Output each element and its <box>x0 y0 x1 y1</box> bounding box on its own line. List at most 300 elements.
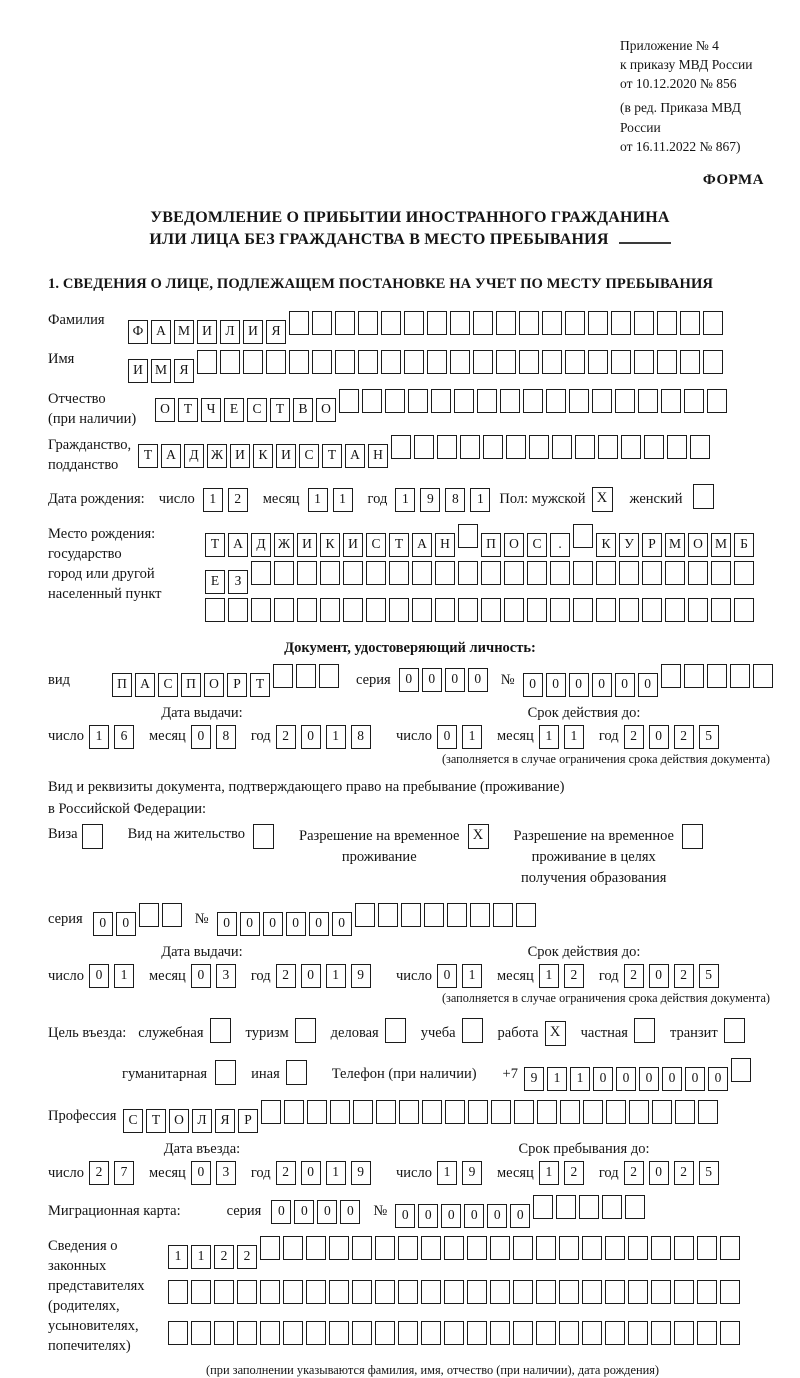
representatives-cell[interactable] <box>421 1236 441 1260</box>
representatives-cell[interactable] <box>651 1236 671 1260</box>
birthplace-cell[interactable] <box>734 561 754 585</box>
residence-number-cell[interactable] <box>470 903 490 927</box>
representatives-cell[interactable] <box>444 1321 464 1345</box>
doc-kind-cell[interactable]: С <box>158 673 178 697</box>
migration-number-cell[interactable]: 0 <box>510 1204 530 1228</box>
representatives-cell[interactable] <box>191 1321 211 1345</box>
stay-year-cell[interactable]: 0 <box>649 1161 669 1185</box>
doc-kind-cell[interactable] <box>319 664 339 688</box>
migration-series-cell[interactable]: 0 <box>271 1200 291 1224</box>
birthplace-cell[interactable]: О <box>504 533 524 557</box>
doc-number-cell[interactable]: 0 <box>523 673 543 697</box>
entry-day-cell[interactable]: 2 <box>89 1161 109 1185</box>
surname-cell[interactable] <box>611 311 631 335</box>
residence-number-cell[interactable]: 0 <box>332 912 352 936</box>
doc-kind-cell[interactable]: П <box>112 673 132 697</box>
phone-digit-cell[interactable]: 9 <box>524 1067 544 1091</box>
residence-issue-year-cell[interactable]: 2 <box>276 964 296 988</box>
representatives-cell[interactable] <box>421 1280 441 1304</box>
profession-cell[interactable]: О <box>169 1109 189 1133</box>
birthplace-cell[interactable] <box>711 598 731 622</box>
representatives-cell[interactable] <box>628 1280 648 1304</box>
representatives-cell[interactable] <box>513 1321 533 1345</box>
patronymic-cell[interactable]: О <box>155 398 175 422</box>
representatives-cell[interactable] <box>467 1236 487 1260</box>
representatives-cell[interactable] <box>398 1236 418 1260</box>
birthplace-cell[interactable] <box>573 561 593 585</box>
citizenship-cell[interactable] <box>437 435 457 459</box>
birthplace-cell[interactable] <box>366 561 386 585</box>
representatives-cell[interactable] <box>651 1280 671 1304</box>
surname-cell[interactable] <box>312 311 332 335</box>
birthplace-cell[interactable] <box>527 598 547 622</box>
firstname-cell[interactable] <box>243 350 263 374</box>
birthplace-cell[interactable] <box>412 598 432 622</box>
surname-cell[interactable] <box>381 311 401 335</box>
residence-issue-month-cell[interactable]: 0 <box>191 964 211 988</box>
patronymic-cell[interactable]: С <box>247 398 267 422</box>
firstname-cell[interactable] <box>358 350 378 374</box>
residence-expiry-year-cell[interactable]: 2 <box>624 964 644 988</box>
representatives-cell[interactable] <box>191 1280 211 1304</box>
patronymic-cell[interactable] <box>454 389 474 413</box>
doc-issue-year-cell[interactable]: 1 <box>326 725 346 749</box>
migration-number-cell[interactable] <box>533 1195 553 1219</box>
citizenship-cell[interactable] <box>460 435 480 459</box>
residence-number-cell[interactable] <box>493 903 513 927</box>
birthplace-cell[interactable] <box>642 598 662 622</box>
birthplace-cell[interactable] <box>573 524 593 548</box>
surname-cell[interactable] <box>335 311 355 335</box>
surname-cell[interactable] <box>404 311 424 335</box>
profession-cell[interactable] <box>330 1100 350 1124</box>
birthplace-cell[interactable] <box>481 598 501 622</box>
representatives-cell[interactable] <box>628 1236 648 1260</box>
birthplace-cell[interactable]: И <box>343 533 363 557</box>
phone-digit-cell[interactable]: 0 <box>616 1067 636 1091</box>
residence-issue-day-cell[interactable]: 1 <box>114 964 134 988</box>
citizenship-cell[interactable]: А <box>345 444 365 468</box>
residence-issue-year-cell[interactable]: 9 <box>351 964 371 988</box>
representatives-cell[interactable] <box>628 1321 648 1345</box>
representatives-cell[interactable] <box>605 1236 625 1260</box>
migration-number-cell[interactable]: 0 <box>441 1204 461 1228</box>
representatives-cell[interactable] <box>168 1321 188 1345</box>
representatives-cell[interactable] <box>559 1236 579 1260</box>
representatives-cell[interactable] <box>214 1280 234 1304</box>
checkbox-female[interactable] <box>693 484 714 509</box>
checkbox-temporary-residence-education[interactable] <box>682 824 703 849</box>
birthplace-cell[interactable]: Д <box>251 533 271 557</box>
profession-cell[interactable] <box>468 1100 488 1124</box>
doc-kind-cell[interactable]: А <box>135 673 155 697</box>
residence-expiry-year-cell[interactable]: 5 <box>699 964 719 988</box>
birthplace-cell[interactable]: . <box>550 533 570 557</box>
birthplace-cell[interactable]: К <box>320 533 340 557</box>
citizenship-cell[interactable] <box>667 435 687 459</box>
profession-cell[interactable]: Т <box>146 1109 166 1133</box>
entry-year-cell[interactable]: 9 <box>351 1161 371 1185</box>
firstname-cell[interactable] <box>657 350 677 374</box>
residence-series-cell[interactable] <box>139 903 159 927</box>
doc-issue-day-cell[interactable]: 6 <box>114 725 134 749</box>
citizenship-cell[interactable]: И <box>230 444 250 468</box>
firstname-cell[interactable] <box>519 350 539 374</box>
entry-month-cell[interactable]: 0 <box>191 1161 211 1185</box>
firstname-cell[interactable] <box>312 350 332 374</box>
entry-year-cell[interactable]: 0 <box>301 1161 321 1185</box>
migration-number-cell[interactable] <box>556 1195 576 1219</box>
representatives-cell[interactable] <box>490 1321 510 1345</box>
profession-cell[interactable] <box>261 1100 281 1124</box>
profession-cell[interactable] <box>353 1100 373 1124</box>
firstname-cell[interactable] <box>335 350 355 374</box>
residence-number-cell[interactable] <box>401 903 421 927</box>
birth-month-cell[interactable]: 1 <box>333 488 353 512</box>
birthplace-cell[interactable] <box>343 598 363 622</box>
residence-number-cell[interactable] <box>447 903 467 927</box>
birthplace-cell[interactable] <box>458 561 478 585</box>
patronymic-cell[interactable] <box>339 389 359 413</box>
profession-cell[interactable] <box>284 1100 304 1124</box>
residence-number-cell[interactable] <box>355 903 375 927</box>
surname-cell[interactable] <box>358 311 378 335</box>
representatives-cell[interactable] <box>697 1280 717 1304</box>
firstname-cell[interactable] <box>381 350 401 374</box>
entry-day-cell[interactable]: 7 <box>114 1161 134 1185</box>
birthplace-cell[interactable]: С <box>366 533 386 557</box>
birthplace-cell[interactable] <box>412 561 432 585</box>
birth-year-cell[interactable]: 1 <box>470 488 490 512</box>
checkbox-official[interactable] <box>210 1018 231 1043</box>
profession-cell[interactable] <box>560 1100 580 1124</box>
stay-year-cell[interactable]: 2 <box>674 1161 694 1185</box>
citizenship-cell[interactable] <box>575 435 595 459</box>
representatives-cell[interactable] <box>605 1280 625 1304</box>
doc-issue-year-cell[interactable]: 2 <box>276 725 296 749</box>
representatives-cell[interactable] <box>306 1280 326 1304</box>
representatives-cell[interactable] <box>260 1236 280 1260</box>
representatives-cell[interactable] <box>674 1236 694 1260</box>
birthplace-cell[interactable] <box>389 598 409 622</box>
representatives-cell[interactable] <box>329 1236 349 1260</box>
checkbox-residence-permit[interactable] <box>253 824 274 849</box>
entry-year-cell[interactable]: 1 <box>326 1161 346 1185</box>
surname-cell[interactable] <box>427 311 447 335</box>
residence-number-cell[interactable]: 0 <box>309 912 329 936</box>
migration-series-cell[interactable]: 0 <box>340 1200 360 1224</box>
surname-cell[interactable]: И <box>197 320 217 344</box>
migration-number-cell[interactable]: 0 <box>487 1204 507 1228</box>
residence-number-cell[interactable] <box>424 903 444 927</box>
surname-cell[interactable]: Л <box>220 320 240 344</box>
representatives-cell[interactable] <box>697 1321 717 1345</box>
patronymic-cell[interactable]: В <box>293 398 313 422</box>
birthplace-cell[interactable]: М <box>665 533 685 557</box>
surname-cell[interactable] <box>680 311 700 335</box>
patronymic-cell[interactable]: Е <box>224 398 244 422</box>
birthplace-cell[interactable]: Н <box>435 533 455 557</box>
surname-cell[interactable]: А <box>151 320 171 344</box>
profession-cell[interactable] <box>422 1100 442 1124</box>
residence-issue-month-cell[interactable]: 3 <box>216 964 236 988</box>
checkbox-tourism[interactable] <box>295 1018 316 1043</box>
doc-expiry-year-cell[interactable]: 0 <box>649 725 669 749</box>
migration-series-cell[interactable]: 0 <box>294 1200 314 1224</box>
birthplace-cell[interactable]: А <box>228 533 248 557</box>
firstname-cell[interactable] <box>427 350 447 374</box>
firstname-cell[interactable] <box>680 350 700 374</box>
residence-expiry-day-cell[interactable]: 0 <box>437 964 457 988</box>
stay-day-cell[interactable]: 9 <box>462 1161 482 1185</box>
profession-cell[interactable] <box>514 1100 534 1124</box>
citizenship-cell[interactable]: А <box>161 444 181 468</box>
doc-series-cell[interactable]: 0 <box>422 668 442 692</box>
surname-cell[interactable] <box>496 311 516 335</box>
profession-cell[interactable] <box>307 1100 327 1124</box>
patronymic-cell[interactable] <box>707 389 727 413</box>
patronymic-cell[interactable] <box>477 389 497 413</box>
birthplace-cell[interactable] <box>458 524 478 548</box>
profession-cell[interactable]: Я <box>215 1109 235 1133</box>
citizenship-cell[interactable] <box>690 435 710 459</box>
residence-expiry-year-cell[interactable]: 2 <box>674 964 694 988</box>
birthplace-cell[interactable]: З <box>228 570 248 594</box>
representatives-cell[interactable] <box>582 1321 602 1345</box>
patronymic-cell[interactable] <box>385 389 405 413</box>
residence-expiry-month-cell[interactable]: 1 <box>539 964 559 988</box>
doc-kind-cell[interactable]: О <box>204 673 224 697</box>
firstname-cell[interactable] <box>703 350 723 374</box>
doc-kind-cell[interactable] <box>273 664 293 688</box>
birthplace-cell[interactable] <box>297 561 317 585</box>
firstname-cell[interactable] <box>542 350 562 374</box>
firstname-cell[interactable] <box>588 350 608 374</box>
stay-month-cell[interactable]: 2 <box>564 1161 584 1185</box>
representatives-cell[interactable]: 2 <box>214 1245 234 1269</box>
patronymic-cell[interactable] <box>523 389 543 413</box>
checkbox-study[interactable] <box>462 1018 483 1043</box>
migration-series-cell[interactable]: 0 <box>317 1200 337 1224</box>
residence-number-cell[interactable] <box>516 903 536 927</box>
profession-cell[interactable] <box>675 1100 695 1124</box>
citizenship-cell[interactable] <box>414 435 434 459</box>
representatives-cell[interactable] <box>283 1321 303 1345</box>
birth-year-cell[interactable]: 8 <box>445 488 465 512</box>
profession-cell[interactable] <box>652 1100 672 1124</box>
doc-number-cell[interactable]: 0 <box>615 673 635 697</box>
representatives-cell[interactable] <box>444 1280 464 1304</box>
doc-issue-year-cell[interactable]: 8 <box>351 725 371 749</box>
citizenship-cell[interactable] <box>598 435 618 459</box>
patronymic-cell[interactable] <box>408 389 428 413</box>
entry-year-cell[interactable]: 2 <box>276 1161 296 1185</box>
birthplace-cell[interactable] <box>665 561 685 585</box>
representatives-cell[interactable] <box>674 1321 694 1345</box>
profession-cell[interactable] <box>606 1100 626 1124</box>
birth-year-cell[interactable]: 1 <box>395 488 415 512</box>
residence-issue-year-cell[interactable]: 0 <box>301 964 321 988</box>
birthplace-cell[interactable] <box>734 598 754 622</box>
birthplace-cell[interactable] <box>481 561 501 585</box>
patronymic-cell[interactable] <box>362 389 382 413</box>
representatives-cell[interactable] <box>490 1236 510 1260</box>
citizenship-cell[interactable]: Ж <box>207 444 227 468</box>
checkbox-private[interactable] <box>634 1018 655 1043</box>
birthplace-cell[interactable] <box>251 598 271 622</box>
stay-day-cell[interactable]: 1 <box>437 1161 457 1185</box>
stay-year-cell[interactable]: 2 <box>624 1161 644 1185</box>
phone-digit-cell[interactable]: 1 <box>547 1067 567 1091</box>
birth-year-cell[interactable]: 9 <box>420 488 440 512</box>
doc-number-cell[interactable]: 0 <box>592 673 612 697</box>
birthplace-cell[interactable]: Т <box>389 533 409 557</box>
doc-expiry-year-cell[interactable]: 5 <box>699 725 719 749</box>
doc-expiry-day-cell[interactable]: 0 <box>437 725 457 749</box>
doc-kind-cell[interactable]: Р <box>227 673 247 697</box>
migration-number-cell[interactable]: 0 <box>395 1204 415 1228</box>
birthplace-cell[interactable] <box>711 561 731 585</box>
residence-number-cell[interactable]: 0 <box>286 912 306 936</box>
profession-cell[interactable]: Р <box>238 1109 258 1133</box>
surname-cell[interactable] <box>473 311 493 335</box>
representatives-cell[interactable] <box>283 1280 303 1304</box>
doc-number-cell[interactable] <box>707 664 727 688</box>
birthplace-cell[interactable]: П <box>481 533 501 557</box>
firstname-cell[interactable] <box>266 350 286 374</box>
doc-series-cell[interactable]: 0 <box>445 668 465 692</box>
birthplace-cell[interactable] <box>389 561 409 585</box>
representatives-cell[interactable] <box>352 1280 372 1304</box>
birthplace-cell[interactable]: А <box>412 533 432 557</box>
patronymic-cell[interactable] <box>661 389 681 413</box>
representatives-cell[interactable] <box>306 1321 326 1345</box>
stay-month-cell[interactable]: 1 <box>539 1161 559 1185</box>
residence-number-cell[interactable]: 0 <box>263 912 283 936</box>
entry-month-cell[interactable]: 3 <box>216 1161 236 1185</box>
firstname-cell[interactable]: Я <box>174 359 194 383</box>
doc-kind-cell[interactable] <box>296 664 316 688</box>
doc-expiry-month-cell[interactable]: 1 <box>564 725 584 749</box>
doc-number-cell[interactable] <box>684 664 704 688</box>
checkbox-visa[interactable] <box>82 824 103 849</box>
checkbox-work[interactable]: X <box>545 1021 566 1046</box>
representatives-cell[interactable] <box>559 1280 579 1304</box>
representatives-cell[interactable] <box>306 1236 326 1260</box>
birthplace-cell[interactable] <box>458 598 478 622</box>
profession-cell[interactable]: Л <box>192 1109 212 1133</box>
representatives-cell[interactable] <box>605 1321 625 1345</box>
residence-expiry-year-cell[interactable]: 0 <box>649 964 669 988</box>
patronymic-cell[interactable] <box>500 389 520 413</box>
doc-expiry-month-cell[interactable]: 1 <box>539 725 559 749</box>
birthplace-cell[interactable]: У <box>619 533 639 557</box>
representatives-cell[interactable] <box>375 1280 395 1304</box>
doc-expiry-year-cell[interactable]: 2 <box>624 725 644 749</box>
surname-cell[interactable]: И <box>243 320 263 344</box>
firstname-cell[interactable] <box>197 350 217 374</box>
citizenship-cell[interactable] <box>644 435 664 459</box>
representatives-cell[interactable]: 1 <box>168 1245 188 1269</box>
birthplace-cell[interactable]: Е <box>205 570 225 594</box>
checkbox-transit[interactable] <box>724 1018 745 1043</box>
birthplace-cell[interactable]: С <box>527 533 547 557</box>
citizenship-cell[interactable] <box>483 435 503 459</box>
representatives-cell[interactable] <box>582 1280 602 1304</box>
firstname-cell[interactable] <box>496 350 516 374</box>
birthplace-cell[interactable] <box>251 561 271 585</box>
residence-series-cell[interactable]: 0 <box>93 912 113 936</box>
patronymic-cell[interactable] <box>684 389 704 413</box>
citizenship-cell[interactable]: И <box>276 444 296 468</box>
migration-number-cell[interactable]: 0 <box>418 1204 438 1228</box>
firstname-cell[interactable] <box>565 350 585 374</box>
birthplace-cell[interactable] <box>550 598 570 622</box>
birthplace-cell[interactable] <box>343 561 363 585</box>
representatives-cell[interactable] <box>490 1280 510 1304</box>
birthplace-cell[interactable] <box>642 561 662 585</box>
residence-issue-year-cell[interactable]: 1 <box>326 964 346 988</box>
residence-number-cell[interactable]: 0 <box>217 912 237 936</box>
birthplace-cell[interactable]: Б <box>734 533 754 557</box>
representatives-cell[interactable] <box>398 1280 418 1304</box>
doc-series-cell[interactable]: 0 <box>399 668 419 692</box>
phone-digit-cell[interactable]: 0 <box>662 1067 682 1091</box>
surname-cell[interactable] <box>542 311 562 335</box>
birthplace-cell[interactable] <box>274 561 294 585</box>
birth-month-cell[interactable]: 1 <box>308 488 328 512</box>
firstname-cell[interactable] <box>473 350 493 374</box>
doc-number-cell[interactable]: 0 <box>569 673 589 697</box>
surname-cell[interactable]: М <box>174 320 194 344</box>
firstname-cell[interactable] <box>220 350 240 374</box>
checkbox-other[interactable] <box>286 1060 307 1085</box>
surname-cell[interactable] <box>450 311 470 335</box>
birthplace-cell[interactable]: Ж <box>274 533 294 557</box>
profession-cell[interactable] <box>491 1100 511 1124</box>
representatives-cell[interactable] <box>720 1236 740 1260</box>
residence-issue-day-cell[interactable]: 0 <box>89 964 109 988</box>
surname-cell[interactable]: Я <box>266 320 286 344</box>
birthplace-cell[interactable] <box>550 561 570 585</box>
birthplace-cell[interactable] <box>228 598 248 622</box>
citizenship-cell[interactable] <box>621 435 641 459</box>
firstname-cell[interactable] <box>289 350 309 374</box>
surname-cell[interactable]: Ф <box>128 320 148 344</box>
birthplace-cell[interactable] <box>573 598 593 622</box>
doc-kind-cell[interactable]: П <box>181 673 201 697</box>
patronymic-cell[interactable]: О <box>316 398 336 422</box>
phone-digit-cell[interactable] <box>731 1058 751 1082</box>
stay-year-cell[interactable]: 5 <box>699 1161 719 1185</box>
birthplace-cell[interactable] <box>688 598 708 622</box>
profession-cell[interactable] <box>537 1100 557 1124</box>
birthplace-cell[interactable] <box>435 561 455 585</box>
phone-digit-cell[interactable]: 0 <box>708 1067 728 1091</box>
patronymic-cell[interactable]: Ч <box>201 398 221 422</box>
representatives-cell[interactable] <box>260 1321 280 1345</box>
birthplace-cell[interactable] <box>619 598 639 622</box>
representatives-cell[interactable] <box>467 1280 487 1304</box>
representatives-cell[interactable] <box>398 1321 418 1345</box>
citizenship-cell[interactable]: Н <box>368 444 388 468</box>
birthplace-cell[interactable] <box>320 561 340 585</box>
surname-cell[interactable] <box>657 311 677 335</box>
birthplace-cell[interactable] <box>435 598 455 622</box>
citizenship-cell[interactable] <box>529 435 549 459</box>
citizenship-cell[interactable]: С <box>299 444 319 468</box>
surname-cell[interactable] <box>634 311 654 335</box>
